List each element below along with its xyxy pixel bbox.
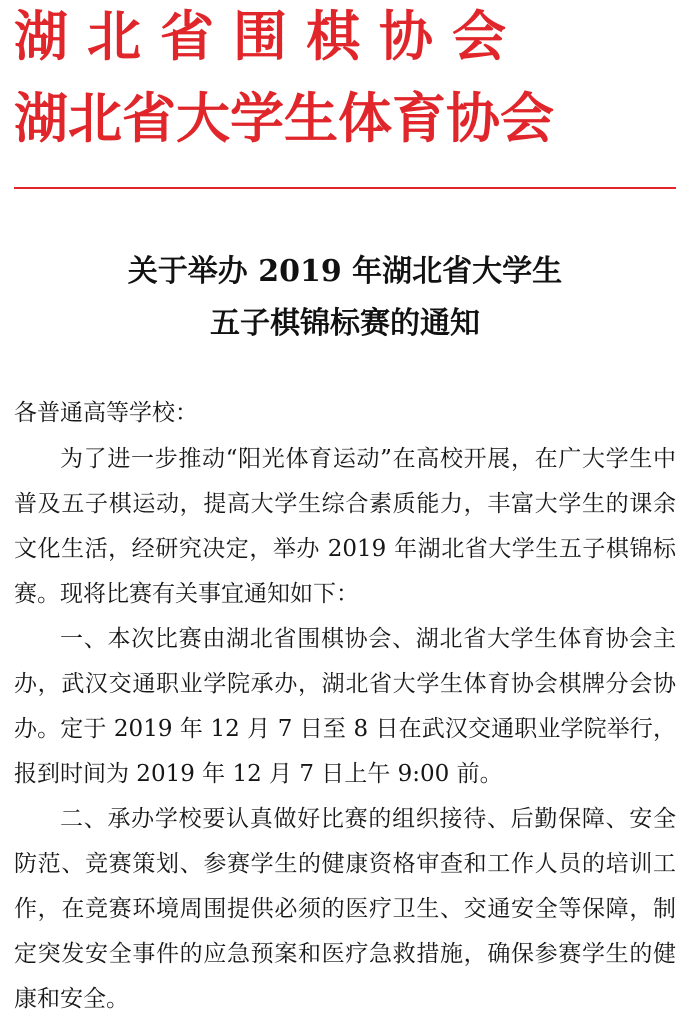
document-title-line-1: 关于举办 2019 年湖北省大学生 (127, 254, 563, 289)
document-title-line-2: 五子棋锦标赛的通知 (210, 306, 480, 341)
issuer-name-2: 湖北省大学生体育协会 (14, 87, 554, 150)
issuer-name-1: 湖北省围棋协会 (14, 5, 525, 68)
body-paragraphs (14, 437, 676, 1022)
paragraph-intro: 为了进一步推动“阳光体育运动”在高校开展，在广大学生中普及五子棋运动，提高大学生综合素质能力，丰富大学生的课余文化生活，经研究决定，举办 2019 年湖北省大学生五子棋锦标赛。现将比赛有关事宜通知如下： (14, 446, 676, 607)
paragraph-item-2: 二、承办学校要认真做好比赛的组织接待、后勤保障、安全防范、竞赛策划、参赛学生的健康资格审查和工作人员的培训工作，在竞赛环境周围提供必须的医疗卫生、交通安全等保障，制定突发安全事件的应急预案和医疗急救措施，确保参赛学生的健康和安全。 (14, 806, 676, 1012)
paragraph-item-1: 一、本次比赛由湖北省围棋协会、湖北省大学生体育协会主办，武汉交通职业学院承办，湖北省大学生体育协会棋牌分会协办。定于 2019 年 12 月 7 日至 8 日在武汉交通职业学院举行，报到时间为 2019 年 12 月 7 日上午 9:00 前。 (14, 626, 676, 787)
red-header-rule (14, 187, 676, 189)
salutation: 各普通高等学校： (14, 400, 198, 426)
